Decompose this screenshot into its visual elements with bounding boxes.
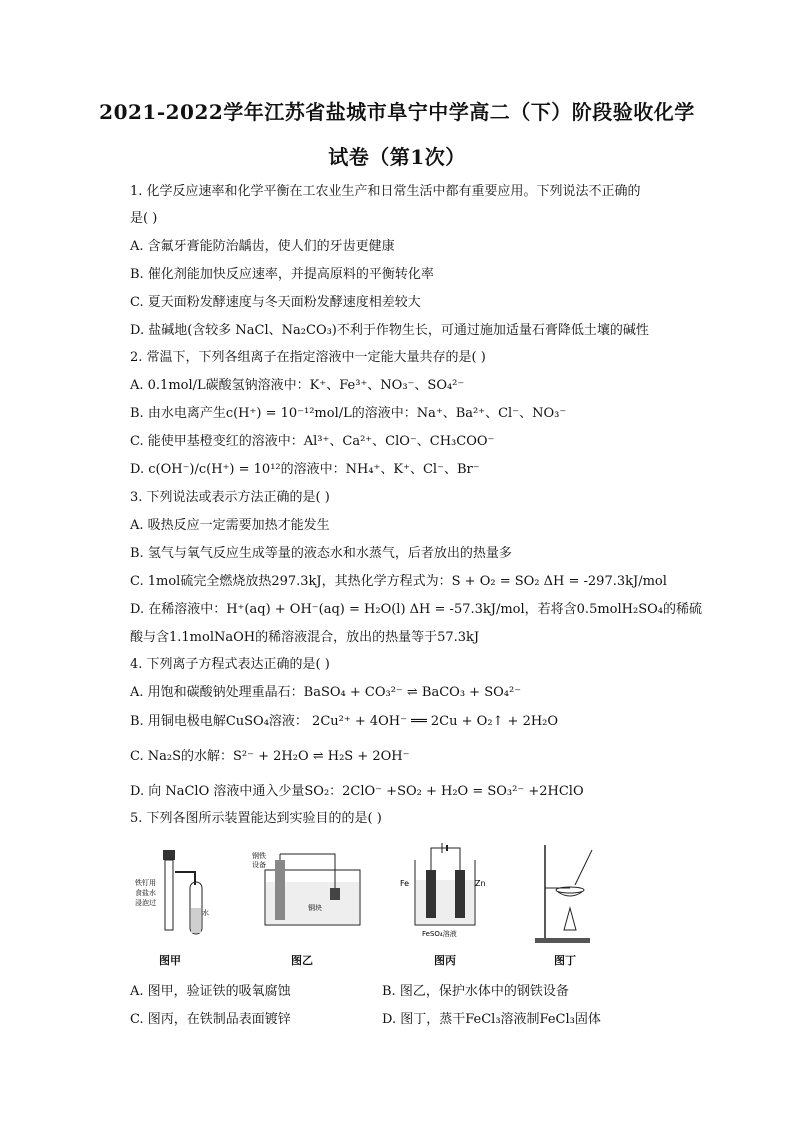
apparatus-figures <box>130 840 690 950</box>
figure-yi-caption: 图乙 <box>291 954 313 967</box>
svg-text:水: 水 <box>202 909 209 917</box>
q2-stem: 2. 常温下，下列各组离子在指定溶液中一定能大量共存的是( ) <box>130 350 486 365</box>
q2-option-a: A. 0.1mol/L碳酸氢钠溶液中：K⁺、Fe³⁺、NO₃⁻、SO₄²⁻ <box>130 378 465 393</box>
q5-stem: 5. 下列各图所示装置能达到实验目的的是( ) <box>130 811 382 826</box>
svg-text:钢铁: 钢铁 <box>252 852 266 860</box>
q1-option-d: D. 盐碱地(含较多 NaCl、Na₂CO₃)不利于作物生长，可通过施加适量石膏降低土壤的碱性 <box>130 323 649 338</box>
q5-option-a: A. 图甲，验证铁的吸氧腐蚀 <box>130 984 291 999</box>
q4-option-a: A. 用饱和碳酸钠处理重晶石：BaSO₄ + CO₃²⁻ ⇌ BaCO₃ + SO₄²⁻ <box>130 685 522 700</box>
q4-stem: 4. 下列离子方程式表达正确的是( ) <box>130 657 330 672</box>
figure-jia-diagram <box>135 850 209 934</box>
figure-ding-caption: 图丁 <box>554 954 576 967</box>
figure-jia-caption: 图甲 <box>159 954 181 967</box>
q3-option-b: B. 氢气与氧气反应生成等量的液态水和水蒸气，后者放出的热量多 <box>130 546 512 561</box>
q2-option-d: D. c(OH⁻)/c(H⁺) = 10¹²的溶液中：NH₄⁺、K⁺、Cl⁻、Br⁻ <box>130 462 480 477</box>
figure-yi-diagram <box>252 851 360 925</box>
page-title-line2: 试卷（第1次） <box>328 145 466 169</box>
q4-option-c: C. Na₂S的水解：S²⁻ + 2H₂O ⇌ H₂S + 2OH⁻ <box>130 749 410 764</box>
q1-option-b: B. 催化剂能加快反应速率，并提高原料的平衡转化率 <box>130 267 434 282</box>
figure-ding-diagram <box>535 845 592 943</box>
q5-option-c: C. 图丙，在铁制品表面镀锌 <box>130 1012 291 1027</box>
q1-stem: 1. 化学反应速率和化学平衡在工农业生产和日常生活中都有重要应用。下列说法不正确的 <box>130 184 641 199</box>
q1-option-c: C. 夏天面粉发酵速度与冬天面粉发酵速度相差较大 <box>130 295 421 310</box>
q2-option-c: C. 能使甲基橙变红的溶液中：Al³⁺、Ca²⁺、ClO⁻、CH₃COO⁻ <box>130 434 495 449</box>
svg-text:Zn: Zn <box>475 879 486 888</box>
q3-stem: 3. 下列说法或表示方法正确的是( ) <box>130 490 330 505</box>
svg-text:FeSO₄溶液: FeSO₄溶液 <box>422 930 457 938</box>
q3-option-d: D. 在稀溶液中：H⁺(aq) + OH⁻(aq) = H₂O(l) ΔH = -57.3kJ/mol，若将含0.5molH₂SO₄的稀硫 <box>130 602 702 617</box>
q5-option-d: D. 图丁，蒸干FeCl₃溶液制FeCl₃固体 <box>382 1012 601 1027</box>
svg-text:Fe: Fe <box>400 879 410 888</box>
svg-text:铁钉用: 铁钉用 <box>135 879 156 887</box>
q2-option-b: B. 由水电离产生c(H⁺) = 10⁻¹²mol/L的溶液中：Na⁺、Ba²⁺、Cl⁻、NO₃⁻ <box>130 406 567 421</box>
svg-text:铜块: 铜块 <box>308 904 322 912</box>
q1-stem-cont: 是( ) <box>130 211 158 226</box>
q3-option-d-cont: 酸与含1.1molNaOH的稀溶液混合，放出的热量等于57.3kJ <box>130 630 480 645</box>
page-title-line1: 2021-2022学年江苏省盐城市阜宁中学高二（下）阶段验收化学 <box>99 100 695 124</box>
figure-bing-caption: 图丙 <box>434 954 456 967</box>
svg-text:浸泡过: 浸泡过 <box>135 899 156 907</box>
q4-option-b: B. 用铜电极电解CuSO₄溶液： 2Cu²⁺ + 4OH⁻ ══ 2Cu + O₂↑ + 2H₂O <box>130 714 559 729</box>
q3-option-c: C. 1mol硫完全燃烧放热297.3kJ，其热化学方程式为：S + O₂ = SO₂ ΔH = -297.3kJ/mol <box>130 574 667 589</box>
q1-option-a: A. 含氟牙膏能防治龋齿，使人们的牙齿更健康 <box>130 239 395 254</box>
q4-option-d: D. 向 NaClO 溶液中通入少量SO₂：2ClO⁻ +SO₂ + H₂O = SO₃²⁻ +2HClO <box>130 784 584 799</box>
q3-option-a: A. 吸热反应一定需要加热才能发生 <box>130 518 330 533</box>
svg-text:设备: 设备 <box>252 861 266 869</box>
q5-option-b: B. 图乙，保护水体中的钢铁设备 <box>382 984 569 999</box>
svg-text:食盐水: 食盐水 <box>135 889 156 897</box>
figure-bing-diagram <box>400 843 486 938</box>
